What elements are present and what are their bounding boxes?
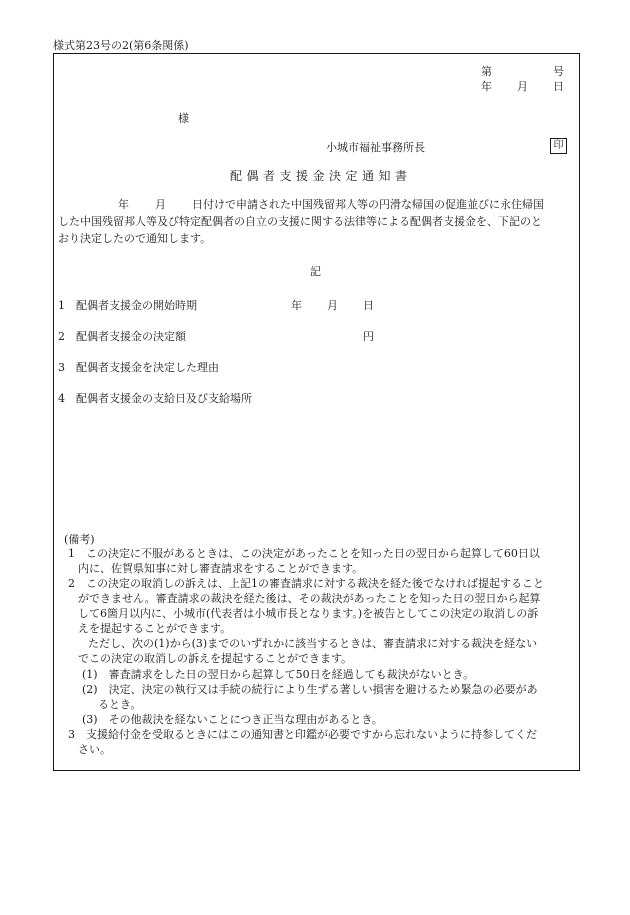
date-day: 日 xyxy=(553,80,564,93)
item-1-day: 日 xyxy=(363,299,374,312)
form-number-label: 様式第23号の2(第6条関係) xyxy=(53,39,189,52)
remark-line: (2) 決定、決定の執行又は手続の続行により生ずる著しい損害を避けるため緊急の必要があ xyxy=(82,683,538,696)
intro-month: 月 xyxy=(155,198,166,211)
remark-line: (3) その他裁決を経ないことにつき正当な理由があるとき。 xyxy=(82,713,383,726)
remark-line: 内に、佐賀県知事に対し審査請求をすることができます。 xyxy=(78,562,364,575)
item-1-month: 月 xyxy=(327,299,338,312)
item-1-year: 年 xyxy=(291,299,302,312)
remark-line: さい。 xyxy=(78,743,111,756)
intro-line-3: おり決定したので通知します。 xyxy=(58,232,212,245)
remark-line: でこの決定の取消しの訴えを提起することができます。 xyxy=(78,652,353,665)
recipient-sama: 様 xyxy=(178,112,189,125)
remark-line: るとき。 xyxy=(98,698,142,711)
number-dai: 第 xyxy=(481,65,492,78)
intro-line-1: 日付けで申請された中国残留邦人等の円滑な帰国の促進並びに永住帰国 xyxy=(192,198,544,211)
item-1-label: 1 配偶者支援金の開始時期 xyxy=(58,299,197,312)
date-year: 年 xyxy=(481,80,492,93)
date-month: 月 xyxy=(517,80,528,93)
issuer-name: 小城市福祉事務所長 xyxy=(326,141,425,154)
seal-mark: 印 xyxy=(550,138,567,154)
document-title: 配偶者支援金決定通知書 xyxy=(230,169,412,183)
item-2-label: 2 配偶者支援金の決定額 xyxy=(58,330,186,343)
intro-year: 年 xyxy=(118,198,129,211)
number-go: 号 xyxy=(553,65,564,78)
item-4-label: 4 配偶者支援金の支給日及び支給場所 xyxy=(58,392,252,405)
remark-line: ができません。審査請求の裁決を経た後は、その裁決があったことを知った日の翌日から起算 xyxy=(78,592,541,605)
intro-line-2: した中国残留邦人等及び特定配偶者の自立の支援に関する法律等による配偶者支援金を、下記のと xyxy=(58,215,542,228)
item-2-unit: 円 xyxy=(363,330,374,343)
remark-line: ただし、次の(1)から(3)までのいずれかに該当するときは、審査請求に対する裁決を経ない xyxy=(88,637,538,650)
remark-line: 2 この決定の取消しの訴えは、上記1の審査請求に対する裁決を経た後でなければ提起すること xyxy=(68,577,544,590)
remark-line: 1 この決定に不服があるときは、この決定があったことを知った日の翌日から起算して60日以 xyxy=(68,547,540,560)
remark-line: (1) 審査請求をした日の翌日から起算して50日を経過しても裁決がないとき。 xyxy=(82,668,475,681)
remark-line: して6箇月以内に、小城市(代表者は小城市長となります。)を被告としてこの決定の取消しの訴 xyxy=(78,607,539,620)
item-3-label: 3 配偶者支援金を決定した理由 xyxy=(58,361,219,374)
remark-line: 3 支援給付金を受取るときにはこの通知書と印鑑が必要ですから忘れないように持参してくだ xyxy=(68,728,537,741)
ki-label: 記 xyxy=(310,265,321,278)
remark-line: えを提起することができます。 xyxy=(78,622,232,635)
remarks-heading: (備考) xyxy=(64,533,95,546)
